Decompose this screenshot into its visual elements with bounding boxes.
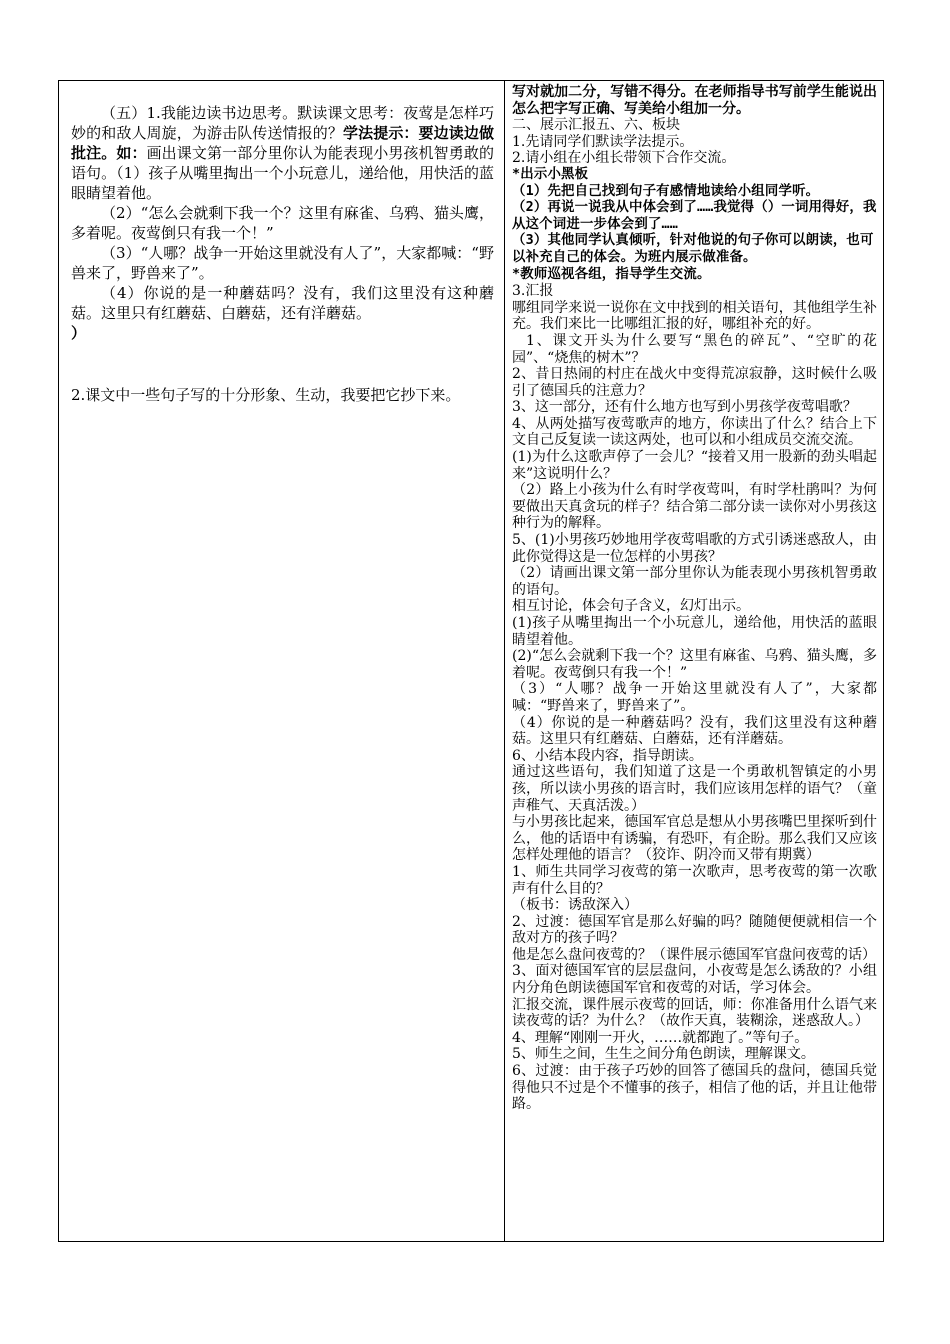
left-paragraph-4: （4）你说的是一种蘑菇吗？没有，我们这里没有这种蘑菇。这里只有红蘑菇、白蘑菇，还有洋蘑菇。 [71, 284, 494, 322]
right-line-14: 3、这一部分，还有什么地方也写到小男孩学夜莺唱歌？ [512, 399, 857, 416]
right-line-32: 3、面对德国军官的层层盘问，小夜莺是怎么诱敌的？小组内分角色朗读德国军官和夜莺的对话，学习体会。 [512, 963, 877, 997]
right-line-3: 1.先请同学们默读学法提示。 [512, 133, 694, 150]
right-line-31: 他是怎么盘问夜莺的？（课件展示德国军官盘问夜莺的话） [512, 946, 876, 963]
right-line-27: 与小男孩比起来，德国军官总是想从小男孩嘴巴里探听到什么，他的话语中有诱骗，有恐吓，有企盼。那么我们又应该怎样处理他的语言？（狡诈、阴冷而又带有期冀） [512, 814, 877, 864]
right-line-10: 3.汇报 [512, 283, 554, 300]
left-paragraph-3: （3）“人哪？战争一开始这里就没有人了”，大家都喊：“野兽来了，野兽来了”。 [71, 244, 494, 282]
right-line-6: （1）先把自己找到句子有感情地读给小组同学听。 [512, 183, 820, 199]
right-line-28: 1、师生共同学习夜莺的第一次歌声，思考夜莺的第一次歌声有什么目的？ [512, 863, 877, 897]
right-line-9: *教师巡视各组，指导学生交流。 [512, 266, 711, 282]
right-line-36: 6、过渡：由于孩子巧妙的回答了德国兵的盘问，德国兵觉得他只不过是个不懂事的孩子，相信了他的话，并且让他带路。 [512, 1063, 877, 1113]
right-line-13: 2、昔日热闹的村庄在战火中变得荒凉寂静，这时候什么吸引了德国兵的注意力？ [512, 366, 877, 399]
right-line-18: 5、(1)小男孩巧妙地用学夜莺唱歌的方式引诱迷惑敌人，由此你觉得这是一位怎样的小男孩？ [512, 532, 877, 565]
right-line-1: 写对就加二分，写错不得分。在老师指导书写前学生能说出怎么把字写正确、写美给小组加一分。 [512, 84, 877, 117]
right-line-23: （3）“人哪？战争一开始这里就没有人了”，大家都喊：“野兽来了，野兽来了”。 [512, 681, 877, 714]
left-paragraph-6: 2.课文中一些句子写的十分形象、生动，我要把它抄下来。 [71, 386, 461, 404]
study-tip: 学法提示：要边读边做批注。如： [71, 124, 494, 162]
right-line-30: 2、过渡：德国军官是那么好骗的吗？随随便便就相信一个敌对方的孩子吗？ [512, 913, 877, 947]
right-column [505, 81, 883, 1241]
right-line-25: 6、小结本段内容，指导朗读。 [512, 747, 703, 764]
left-p1-text-cont: 画出课文第一部分里你认为能表现小男孩机智勇敢的语句。（1）孩子从嘴里掏出一个小玩意儿，递给他，用快活的蓝眼睛望着他。 [71, 144, 494, 202]
right-line-22: (2)“怎么会就剩下我一个？这里有麻雀、乌鸦、猫头鹰，多着呢。夜莺倒只有我一个！” [512, 648, 877, 681]
right-line-16: (1)为什么这歌声停了一会儿？“接着又用一股新的劲头唱起来”这说明什么？ [512, 449, 877, 482]
right-line-34: 4、理解“刚刚一开火，……就都跑了。”等句子。 [512, 1029, 809, 1046]
left-paragraph-2: （2）“怎么会就剩下我一个？这里有麻雀、乌鸦、猫头鹰，多着呢。夜莺倒只有我一个！” [71, 204, 494, 242]
left-p1-text: （五）1.我能边读书边思考。默读课文思考：夜莺是怎样巧妙的和敌人周旋，为游击队传送情报的？ [71, 104, 494, 142]
left-column [59, 81, 505, 1241]
right-line-35: 5、师生之间，生生之间分角色朗读，理解课文。 [512, 1046, 815, 1063]
right-line-4: 2.请小组在小组长带领下合作交流。 [512, 150, 736, 167]
right-line-20: 相互讨论，体会句子含义，幻灯出示。 [512, 598, 750, 615]
right-line-7: （2）再说一说我从中体会到了……我觉得（）一词用得好，我从这个词进一步体会到了…… [512, 200, 877, 232]
right-line-8: （3）其他同学认真倾听，针对他说的句子你可以朗读，也可以补充自己的体会。为班内展示做准备。 [512, 233, 874, 265]
right-line-33: 汇报交流，课件展示夜莺的回话，师：你准备用什么语气来读夜莺的话？为什么？（故作天真，装糊涂，迷惑敌人。） [512, 996, 877, 1030]
spacer [71, 343, 494, 385]
right-line-5: *出示小黑板 [512, 166, 589, 182]
right-line-11: 哪组同学来说一说你在文中找到的相关语句，其他组学生补充。我们来比一比哪组汇报的好，哪组补充的好。 [512, 299, 877, 333]
right-line-12: 1、课文开头为什么要写“黑色的碎瓦”、“空旷的花园”、“烧焦的树木”？ [512, 332, 877, 366]
left-paragraph-5: ） [71, 324, 87, 342]
right-line-29: （板书：诱敌深入） [512, 897, 638, 914]
right-line-2: 二、展示汇报五、六、板块 [512, 117, 680, 134]
right-line-21: (1)孩子从嘴里掏出一个小玩意儿，递给他，用快活的蓝眼睛望着他。 [512, 615, 877, 648]
right-line-24: （4）你说的是一种蘑菇吗？没有，我们这里没有这种蘑菇。这里只有红蘑菇、白蘑菇，还有洋蘑菇。 [512, 714, 877, 748]
right-line-17: （2）路上小孩为什么有时学夜莺叫，有时学杜鹃叫？为何要做出天真贪玩的样子？结合第二部分读一读你对小男孩这种行为的解释。 [512, 482, 877, 532]
lesson-plan-table [58, 80, 884, 1242]
right-line-15: 4、从两处描写夜莺歌声的地方，你读出了什么？结合上下文自己反复读一读这两处，也可以和小组成员交流交流。 [512, 415, 877, 449]
right-line-26: 通过这些语句，我们知道了这是一个勇敢机智镇定的小男孩，所以读小男孩的语言时，我们应该用怎样的语气？（童声稚气、天真活泼。） [512, 764, 877, 814]
right-line-19: （2）请画出课文第一部分里你认为能表现小男孩机智勇敢的语句。 [512, 565, 877, 598]
left-paragraph-1 [71, 103, 494, 203]
